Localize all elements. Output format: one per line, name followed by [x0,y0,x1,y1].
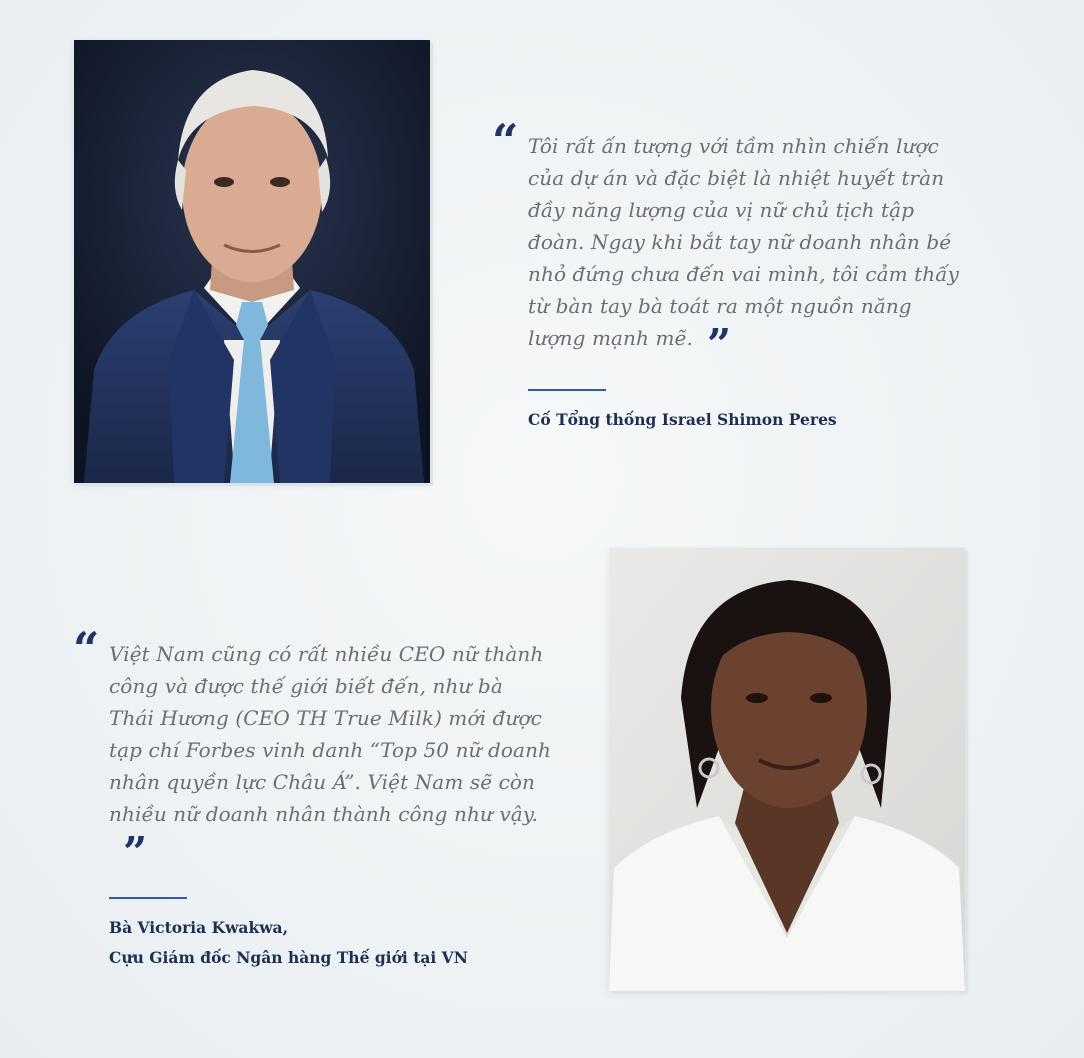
quote-author [528,405,972,435]
open-quote-icon: “ [492,114,519,168]
close-quote-icon: ” [706,320,732,369]
portrait-illustration [74,40,430,483]
portrait-photo-peres [74,40,430,483]
open-quote-icon: “ [73,622,100,676]
author-name: Cố Tổng thống Israel Shimon Peres [528,410,837,429]
divider-rule [109,897,187,899]
portrait-illustration [609,548,965,991]
author-name: Bà Victoria Kwakwa, [109,918,288,937]
author-title: Cựu Giám đốc Ngân hàng Thế giới tại VN [109,948,468,967]
quote-block-kwakwa [73,622,553,973]
quote-text [528,118,972,369]
quote-block-peres [492,114,972,435]
quote-author [109,913,553,973]
quote-text-content: Tôi rất ấn tượng với tầm nhìn chiến lược của dự án và đặc biệt là nhiệt huyết tràn đầy năng lượng của vị nữ chủ tịch tập đoàn. Ngay khi bắt tay nữ doanh nhân bé nhỏ đứng chưa đến vai mình, tôi cảm thấy từ bàn tay bà toát ra một nguồn năng lượng mạnh mẽ. [528,134,960,350]
divider-rule [528,389,606,391]
quote-text [109,626,553,877]
portrait-photo-kwakwa [609,548,965,991]
close-quote-icon: ” [123,828,148,877]
quote-text-content: Việt Nam cũng có rất nhiều CEO nữ thành công và được thế giới biết đến, như bà Thái Hương (CEO TH True Milk) mới được tạp chí Forbes vinh danh “Top 50 nữ doanh nhân quyền lực Châu Á”. Việt Nam sẽ còn nhiều nữ doanh nhân thành công như vậy. [109,642,552,826]
